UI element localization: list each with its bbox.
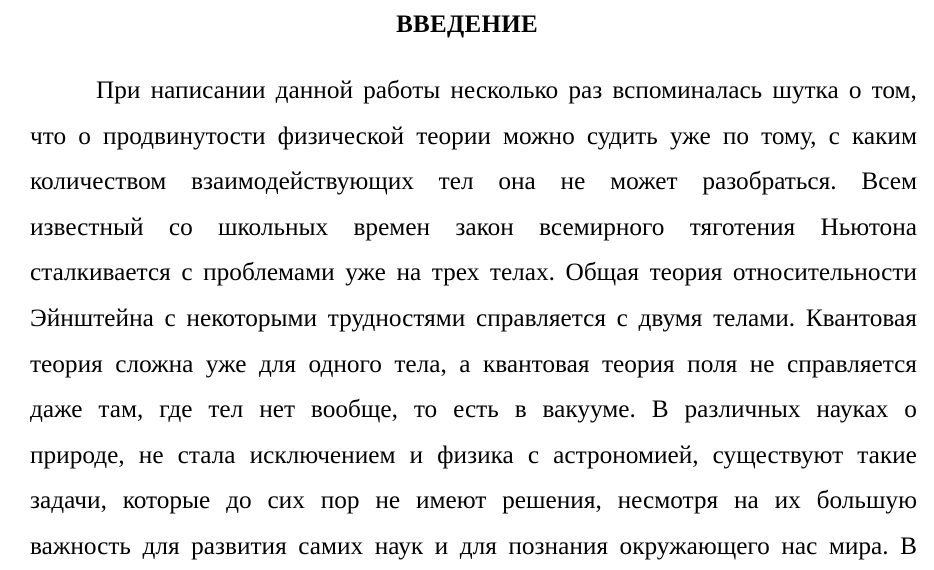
word: даже	[30, 395, 83, 424]
word: написании	[150, 76, 266, 104]
word: шутка	[772, 76, 839, 104]
word: каким	[852, 121, 917, 150]
word: уже	[345, 258, 386, 287]
word: с	[527, 440, 540, 469]
word: закон	[455, 212, 514, 241]
word: тел	[208, 395, 244, 424]
word: нас	[781, 531, 818, 560]
word: поля	[687, 349, 738, 378]
word: развития	[191, 531, 287, 560]
word: с	[164, 303, 176, 332]
word: на	[734, 486, 759, 515]
word: мира.	[828, 531, 889, 560]
word: вакууме.	[542, 395, 636, 424]
word: имеют	[415, 486, 487, 515]
word: с	[181, 258, 193, 287]
word: При	[96, 76, 141, 104]
word: не	[375, 486, 401, 515]
word: Эйнштейна	[30, 303, 154, 332]
word: нет	[259, 395, 296, 424]
word: вспоминалась	[612, 76, 763, 104]
paragraph-line	[0, 159, 934, 205]
word: существуют	[712, 440, 844, 469]
word: самих	[298, 531, 364, 560]
word: сих	[267, 486, 305, 515]
paragraph	[0, 68, 934, 570]
word: природе,	[30, 440, 125, 469]
word: данной	[275, 76, 354, 104]
word: а	[459, 349, 471, 378]
word: с	[828, 121, 840, 150]
word: стала	[177, 440, 236, 469]
word: о	[78, 121, 91, 150]
word: Общая	[565, 258, 640, 287]
word: она	[498, 167, 536, 196]
word: для	[459, 531, 497, 560]
word: что	[30, 121, 67, 150]
word: том,	[871, 76, 917, 104]
word: времен	[353, 212, 431, 241]
word: известный	[30, 212, 144, 241]
word: исключением	[249, 440, 396, 469]
word: и	[409, 440, 424, 469]
word: тел	[438, 167, 474, 196]
word: сталкивается	[30, 258, 171, 287]
word: одного	[308, 349, 382, 378]
word: до	[226, 486, 252, 515]
word: то	[413, 395, 438, 424]
word: о	[904, 395, 917, 424]
word: там,	[98, 395, 144, 424]
word: теория	[30, 349, 103, 378]
word: различных	[684, 395, 801, 424]
word: тела,	[394, 349, 447, 378]
word: всемирного	[539, 212, 665, 241]
word: астрономией,	[553, 440, 699, 469]
word: может	[610, 167, 678, 196]
document-heading: ВВЕДЕНИЕ	[396, 11, 538, 38]
paragraph-line	[0, 342, 934, 388]
word: работы	[363, 76, 441, 104]
paragraph-line	[0, 68, 934, 114]
word: трудностями	[327, 303, 466, 332]
word: взаимодействующих	[191, 167, 414, 196]
word: Всем	[861, 167, 917, 196]
word: которые	[122, 486, 211, 515]
word: телами.	[713, 303, 796, 332]
paragraph-line	[0, 205, 934, 251]
paragraph-line	[0, 114, 934, 160]
word: квантовая	[482, 349, 590, 378]
word: тому,	[761, 121, 817, 150]
word: важность	[30, 531, 131, 560]
word: уже	[205, 349, 247, 378]
word: несколько	[450, 76, 559, 104]
word: где	[159, 395, 193, 424]
word: для	[142, 531, 180, 560]
word: и	[434, 531, 449, 560]
word: можно	[503, 121, 575, 150]
word: продвинутости	[103, 121, 266, 150]
word: такие	[857, 440, 917, 469]
word: справляется	[475, 303, 606, 332]
word: для	[258, 349, 297, 378]
word: есть	[453, 395, 499, 424]
word: школьных	[218, 212, 329, 241]
word: теории	[416, 121, 491, 150]
word: Квантовая	[805, 303, 917, 332]
word: справляется	[786, 349, 917, 378]
word: решения,	[502, 486, 602, 515]
word: трех	[431, 258, 480, 287]
word: с	[616, 303, 628, 332]
word: в	[514, 395, 527, 424]
word: на	[396, 258, 422, 287]
paragraph-line	[0, 296, 934, 342]
word: Ньютона	[820, 212, 917, 241]
paragraph-line	[0, 433, 934, 479]
word: вообще,	[310, 395, 398, 424]
word: телах.	[489, 258, 555, 287]
word: В	[900, 531, 917, 560]
word: раз	[568, 76, 603, 104]
word: науках	[816, 395, 889, 424]
word: сложна	[115, 349, 194, 378]
word: окружающего	[619, 531, 770, 560]
word: их	[774, 486, 801, 515]
word: относительности	[732, 258, 917, 287]
word: пор	[320, 486, 360, 515]
word: В	[651, 395, 669, 424]
word: большую	[816, 486, 917, 515]
word: судить	[586, 121, 658, 150]
word: уже	[669, 121, 711, 150]
paragraph-line	[0, 524, 934, 570]
word: наук	[374, 531, 424, 560]
paragraph-line	[0, 250, 934, 296]
word: проблемами	[203, 258, 335, 287]
word: физика	[437, 440, 514, 469]
word: не	[138, 440, 164, 469]
word: разобраться.	[702, 167, 837, 196]
paragraph-line	[0, 478, 934, 524]
word: о	[848, 76, 862, 104]
word: двумя	[638, 303, 703, 332]
word: не	[560, 167, 586, 196]
word: количеством	[30, 167, 167, 196]
word: по	[722, 121, 749, 150]
word: несмотря	[617, 486, 719, 515]
word: задачи,	[30, 486, 107, 515]
word: теория	[649, 258, 723, 287]
word: познания	[508, 531, 609, 560]
word: некоторыми	[186, 303, 318, 332]
word: теория	[601, 349, 675, 378]
word: тяготения	[689, 212, 796, 241]
word: физической	[277, 121, 405, 150]
word: со	[168, 212, 193, 241]
paragraph-line	[0, 387, 934, 433]
word: не	[749, 349, 775, 378]
